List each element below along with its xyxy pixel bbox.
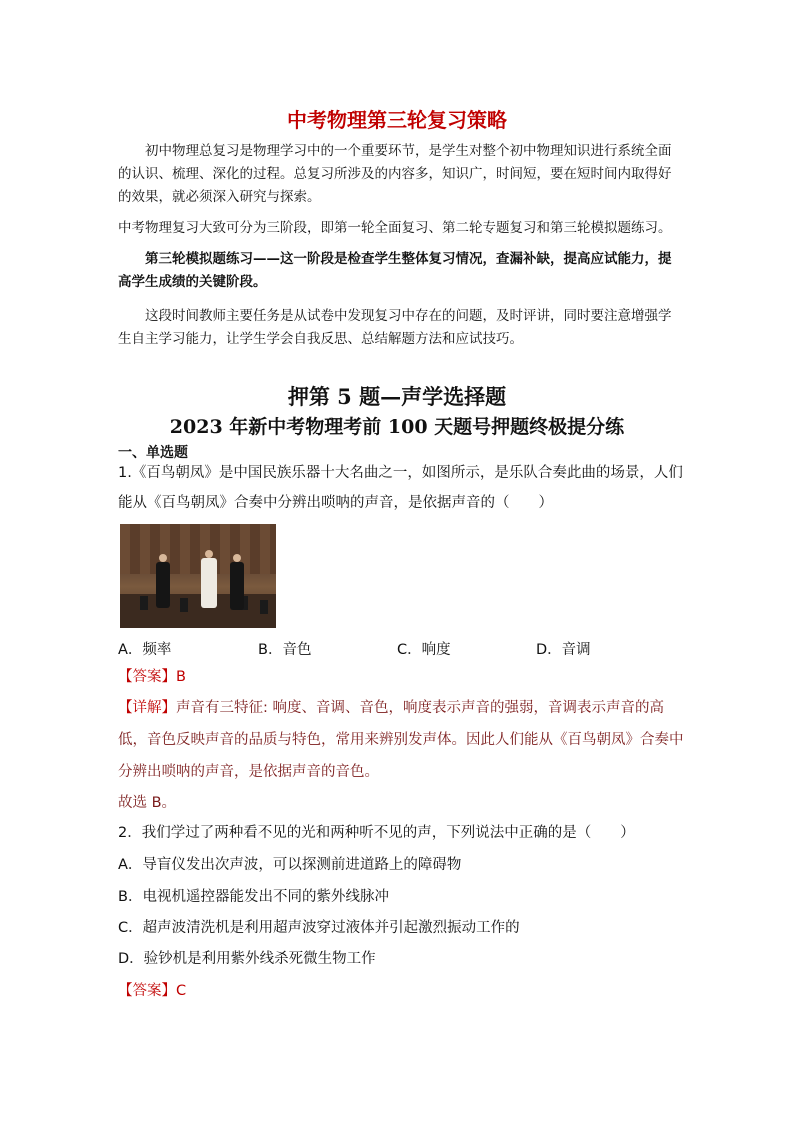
exam-subheading: 2023 年新中考物理考前 100 天题号押题终极提分练 (169, 416, 625, 438)
explanation-label: 【详解】 (118, 700, 176, 716)
photo-chair (140, 596, 148, 610)
section-title: 一、单选题 (118, 445, 188, 461)
question-2-choice-b[interactable]: B．电视机遥控器能发出不同的紫外线脉冲 (118, 889, 389, 905)
photo-chair (180, 598, 188, 612)
question-1-stem: 1.《百鸟朝凤》是中国民族乐器十大名曲之一，如图所示，是乐队合奏此曲的场景，人们能从《百鸟朝凤》合奏中分辨出唢呐的声音，是依据声音的（ ） (118, 465, 683, 511)
question-2-choice-a[interactable]: A．导盲仪发出次声波，可以探测前进道路上的障碍物 (118, 857, 462, 873)
photo-chair (260, 600, 268, 614)
option-b[interactable]: B．音色 (258, 642, 312, 658)
explanation-text: 声音有三特征: 响度、音调、音色，响度表示声音的强弱，音调表示声音的高低，音色反映声音的品质与特色，常用来辨别发声体。因此人们能从《百鸟朝凤》合奏中分辨出唢呐的声音，是依据声音的音色。 (118, 700, 684, 780)
photo-performer (230, 562, 244, 610)
question-1-options (118, 634, 684, 662)
strategy-title: 中考物理第三轮复习策略 (287, 108, 507, 132)
option-a[interactable]: A．频率 (118, 642, 172, 658)
exam-heading: 押第 5 题—声学选择题 (287, 384, 507, 409)
strategy-paragraph-2: 中考物理复习大致可分为三阶段，即第一轮全面复习、第二轮专题复习和第三轮模拟题练习。 (118, 220, 672, 236)
question-1-explanation (118, 692, 684, 788)
strategy-paragraph-4: 这段时间教师主要任务是从试卷中发现复习中存在的问题，及时评讲，同时要注意增强学生自主学习能力，让学生学会自我反思、总结解题方法和应试技巧。 (118, 308, 672, 347)
photo-performer-head (205, 550, 213, 558)
orchestra-photo (120, 524, 276, 628)
question-2-choice-d[interactable]: D．验钞机是利用紫外线杀死微生物工作 (118, 951, 376, 967)
photo-performer-head (233, 554, 241, 562)
question-2-stem: 2．我们学过了两种看不见的光和两种听不见的声，下列说法中正确的是（ ） (118, 825, 635, 841)
option-d[interactable]: D．音调 (536, 642, 591, 658)
question-1-answer: 【答案】B (118, 669, 186, 685)
question-2-choice-c[interactable]: C．超声波清洗机是利用超声波穿过液体并引起激烈振动工作的 (118, 920, 520, 936)
photo-performer (156, 562, 170, 608)
strategy-paragraph-1: 初中物理总复习是物理学习中的一个重要环节，是学生对整个初中物理知识进行系统全面的认识、梳理、深化的过程。总复习所涉及的内容多，知识广，时间短，要在短时间内取得好的效果，就必须深入研究与探索。 (118, 143, 672, 205)
photo-wall (120, 524, 276, 574)
photo-performer-head (159, 554, 167, 562)
question-2-answer: 【答案】C (118, 983, 187, 999)
option-c[interactable]: C．响度 (397, 642, 451, 658)
question-1-conclusion: 故选 B。 (118, 795, 177, 811)
strategy-paragraph-3: 第三轮模拟题练习——这一阶段是检查学生整体复习情况，查漏补缺，提高应试能力，提高学生成绩的关键阶段。 (118, 251, 672, 290)
photo-performer (201, 558, 217, 608)
